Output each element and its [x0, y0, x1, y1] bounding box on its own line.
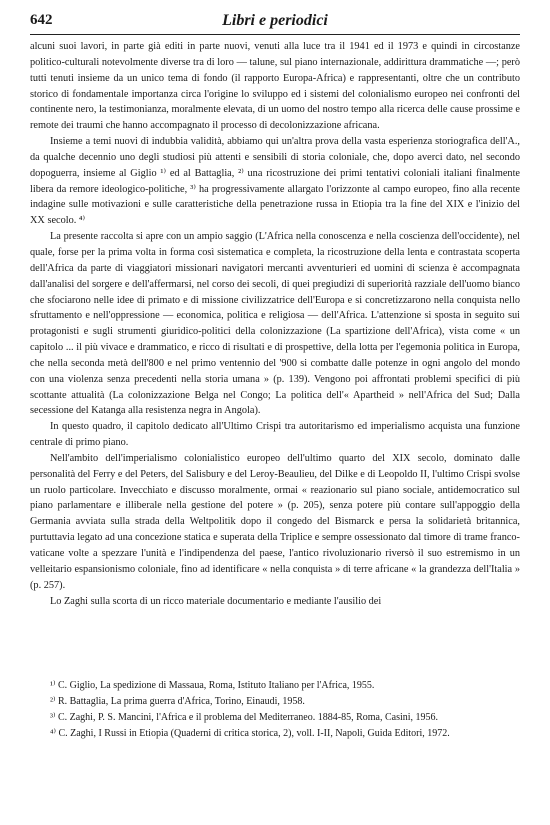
page-header: [30, 10, 520, 32]
paragraph-1: alcuni suoi lavori, in parte già editi in parte nuovi, venuti alla luce tra il 1941 ed il 1973 e quindi in circostanze politico-culturali notevolmente diverse tra di loro — talune, sul piano internazionale, addirittura drammatiche —; però tutti tenuti insieme da un unico tema di fondo (il rapporto Europa-Africa) e rappresentanti, oltre che un contributo storico di fondamentale importanza circa l'origine lo sviluppo ed i sistemi del colonialismo europeo nei confronti del continente nero, la testimonianza, moralmente elevata, di un uomo del nostro tempo alla ricerca delle cause prossime e remote dei traumi che hanno accompagnato il processo di decolonizzazione africana.: [30, 41, 520, 132]
header-rule: [30, 34, 520, 35]
paragraph-5: Nell'ambito dell'imperialismo colonialistico europeo dell'ultimo quarto del XIX secolo, dominato dalle personalità del Ferry e del Peters, del Salisbury e del Leroy-Beaulieu, del Dilke e di Leopoldo II, l'ultimo Crispi svolse un ruolo particolare. Invecchiato e discusso moralmente, ormai « reazionario sul piano sociale, antidemocratico sul piano parlamentare e illiberale nella gestione del potere » (p. 205), senza potere più contare sull'appoggio della Germania avviata sulla strada della Weltpolitik dopo il congedo del Bismarck e persa la solidarietà britannica, purtuttavia legato ad una concezione statica e superata della Triplice e sempre ossessionato dal timore di trame franco-vaticane volte a spezzare l'unità e l'indipendenza del paese, l'antico rivoluzionario riversò il suo estremismo in un velleitario espansionismo coloniale, fino ad identificare « nella conquista » di terre africane « la grandezza dell'Italia » (p. 257).: [30, 452, 520, 591]
paragraph-3: La presente raccolta si apre con un ampio saggio (L'Africa nella conoscenza e nella coscienza dell'occidente), nel quale, forse per la prima volta in forma così sistematica e completa, la ricostruzione della lenta e contrastata scoperta dell'Africa da parte di viaggiatori missionari navigatori mercanti avventurieri ed uomini di scienza è accompagnata dall'analisi del sorgere e dell'affermarsi, nel corso dei secoli, di quei pregiudizi di superiorità razziale dell'uomo bianco che sfociarono nelle idee di primato e di missione civilizzatrice dell'Europa e si concretizzarono nella conquista nello sfruttamento e nell'oppressione — economica, politica e religiosa — dell'Africa. L'attenzione si sposta in seguito sui protagonisti e sugli strumenti giuridico-politici della colonizzazione (La spartizione dell'Africa), vista come « un capitolo ... il più vivace e drammatico, e ricco di risultati e di prospettive, della lotta per l'egemonia politica in Europa, che nella seconda metà dell'800 e nel primo ventennio del '900 si combatte dalle potenze in ogni angolo del mondo con una violenza senza precedenti nella storia umana » (p. 139). Vengono poi affrontati problemi specifici di più scottante attualità (La colonizzazione Belga nel Congo; La politica dell'« Apartheid » nell'Africa del Sud; Dalla secessione del Katanga alla resistenza negra in Angola).: [30, 231, 520, 417]
running-title: Libri e periodici: [222, 12, 328, 29]
footnote-2: ²⁾ R. Battaglia, La prima guerra d'Africa, Torino, Einaudi, 1958.: [50, 696, 305, 707]
footnotes: [30, 678, 520, 742]
document-page: [30, 10, 520, 815]
footnote-4: ⁴⁾ C. Zaghi, I Russi in Etiopia (Quaderni di critica storica, 2), voll. I-II, Napoli, Guida Editori, 1972.: [50, 728, 450, 739]
footnote-3: ³⁾ C. Zaghi, P. S. Mancini, l'Africa e il problema del Mediterraneo. 1884-85, Roma, Casini, 1956.: [50, 712, 439, 723]
body-text: [30, 39, 520, 609]
paragraph-6: Lo Zaghi sulla scorta di un ricco materiale documentario e mediante l'ausilio dei: [50, 595, 382, 607]
paragraph-2: Insieme a temi nuovi di indubbia validità, abbiamo qui un'altra prova della vasta esperienza storiografica dell'A., da qualche decennio uno degli studiosi più attenti e sensibili di storia coloniale, che, dopo averci dato, nel secondo dopoguerra, insieme al Giglio ¹⁾ ed al Battaglia, ²⁾ una ricostruzione dei primi tentativi coloniali italiani finalmente libera da remore ideologico-politiche, ³⁾ ha progressivamente allargato l'orizzonte al campo europeo, fino alla recente indagine sulle motivazioni e sulle caratteristiche della penetrazione russa in Etiopia tra la fine del XIX e l'inizio del XX secolo. ⁴⁾: [30, 136, 520, 227]
paragraph-4: In questo quadro, il capitolo dedicato all'Ultimo Crispi tra autoritarismo ed imperialismo acquista una funzione centrale di primo piano.: [30, 421, 520, 449]
footnote-1: ¹⁾ C. Giglio, La spedizione di Massaua, Roma, Istituto Italiano per l'Africa, 1955.: [50, 680, 375, 691]
page-number: 642: [30, 12, 53, 28]
